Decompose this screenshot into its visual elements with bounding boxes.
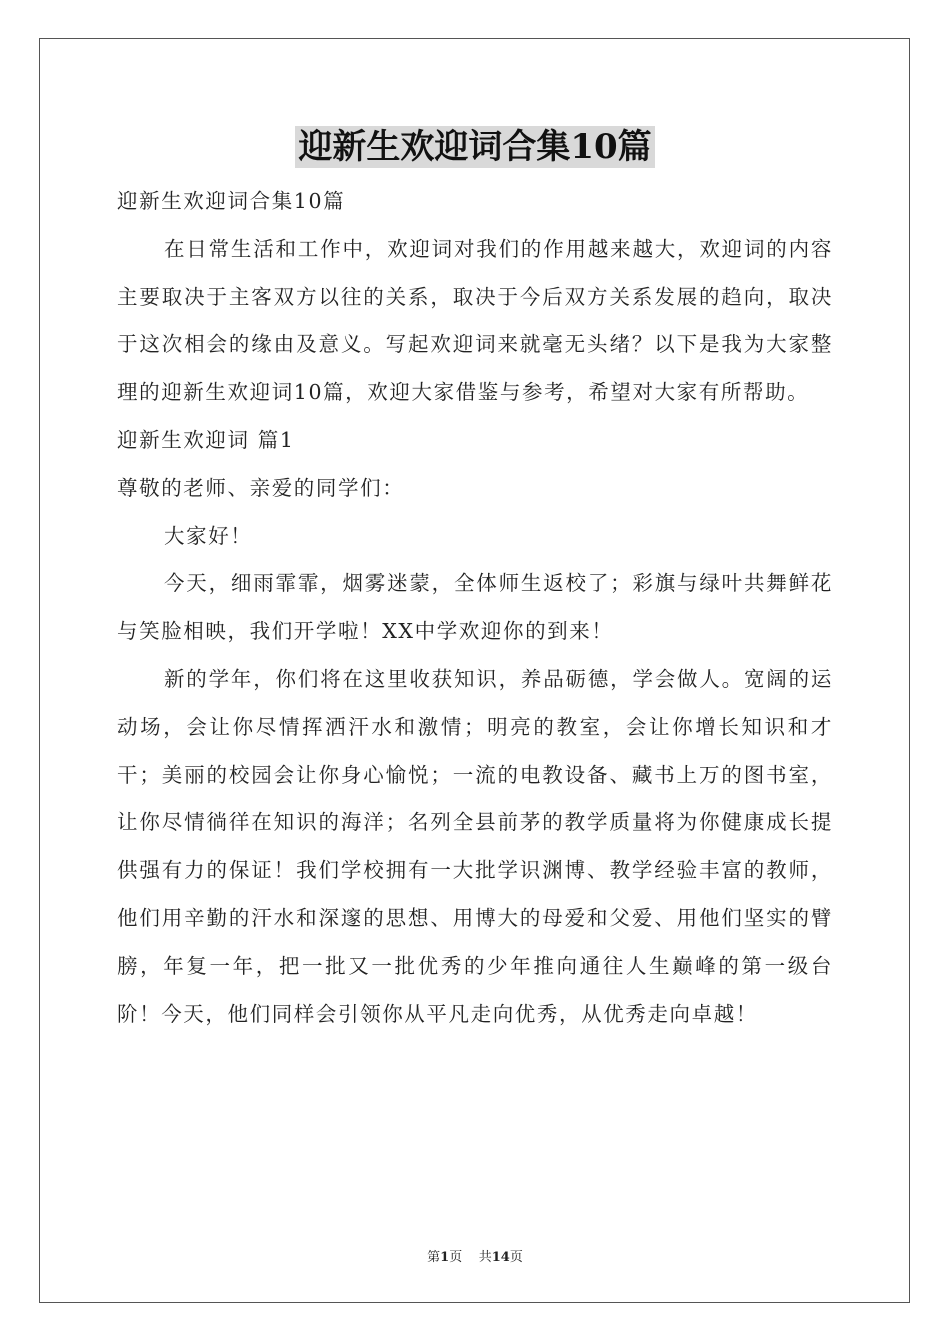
section-heading: 迎新生欢迎词 篇1 [117, 427, 295, 452]
page-current: 1 [440, 1250, 450, 1265]
body-paragraph-1: 今天，细雨霏霏，烟雾迷蒙，全体师生返校了；彩旗与绿叶共舞鲜花与笑脸相映，我们开学啦！XX中学欢迎你的到来！ [117, 571, 833, 644]
page-footer [0, 1246, 950, 1265]
body-paragraph-2: 新的学年，你们将在这里收获知识，养品砺德，学会做人。宽阔的运动场，会让你尽情挥洒汗水和激情；明亮的教室，会让你增长知识和才干；美丽的校园会让你身心愉悦；一流的电教设备、藏书上万的图书室，让你尽情徜徉在知识的海洋；名列全县前茅的教学质量将为你健康成长提供强有力的保证！我们学校拥有一大批学识渊博、教学经验丰富的教师，他们用辛勤的汗水和深邃的思想、用博大的母爱和父爱、用他们坚实的臂膀，年复一年，把一批又一批优秀的少年推向通往人生巅峰的第一级台阶！今天，他们同样会引领你从平凡走向优秀，从优秀走向卓越！ [117, 666, 833, 1026]
document-title: 迎新生欢迎词合集10篇 [295, 126, 654, 168]
total-prefix: 共 [478, 1250, 492, 1265]
salutation: 尊敬的老师、亲爱的同学们： [117, 475, 405, 500]
greeting: 大家好！ [164, 523, 253, 548]
total-suffix: 页 [509, 1250, 523, 1265]
page-suffix: 页 [449, 1250, 463, 1265]
document-body [117, 178, 833, 1038]
subtitle-paragraph: 迎新生欢迎词合集10篇 [117, 189, 346, 213]
title-container [0, 126, 950, 168]
page-total: 14 [491, 1250, 510, 1265]
page-prefix: 第 [427, 1250, 441, 1265]
intro-paragraph: 在日常生活和工作中，欢迎词对我们的作用越来越大，欢迎词的内容主要取决于主客双方以往的关系，取决于今后双方关系发展的趋向，取决于这次相会的缘由及意义。写起欢迎词来就毫无头绪？以下是我为大家整理的迎新生欢迎词10篇，欢迎大家借鉴与参考，希望对大家有所帮助。 [117, 236, 833, 405]
